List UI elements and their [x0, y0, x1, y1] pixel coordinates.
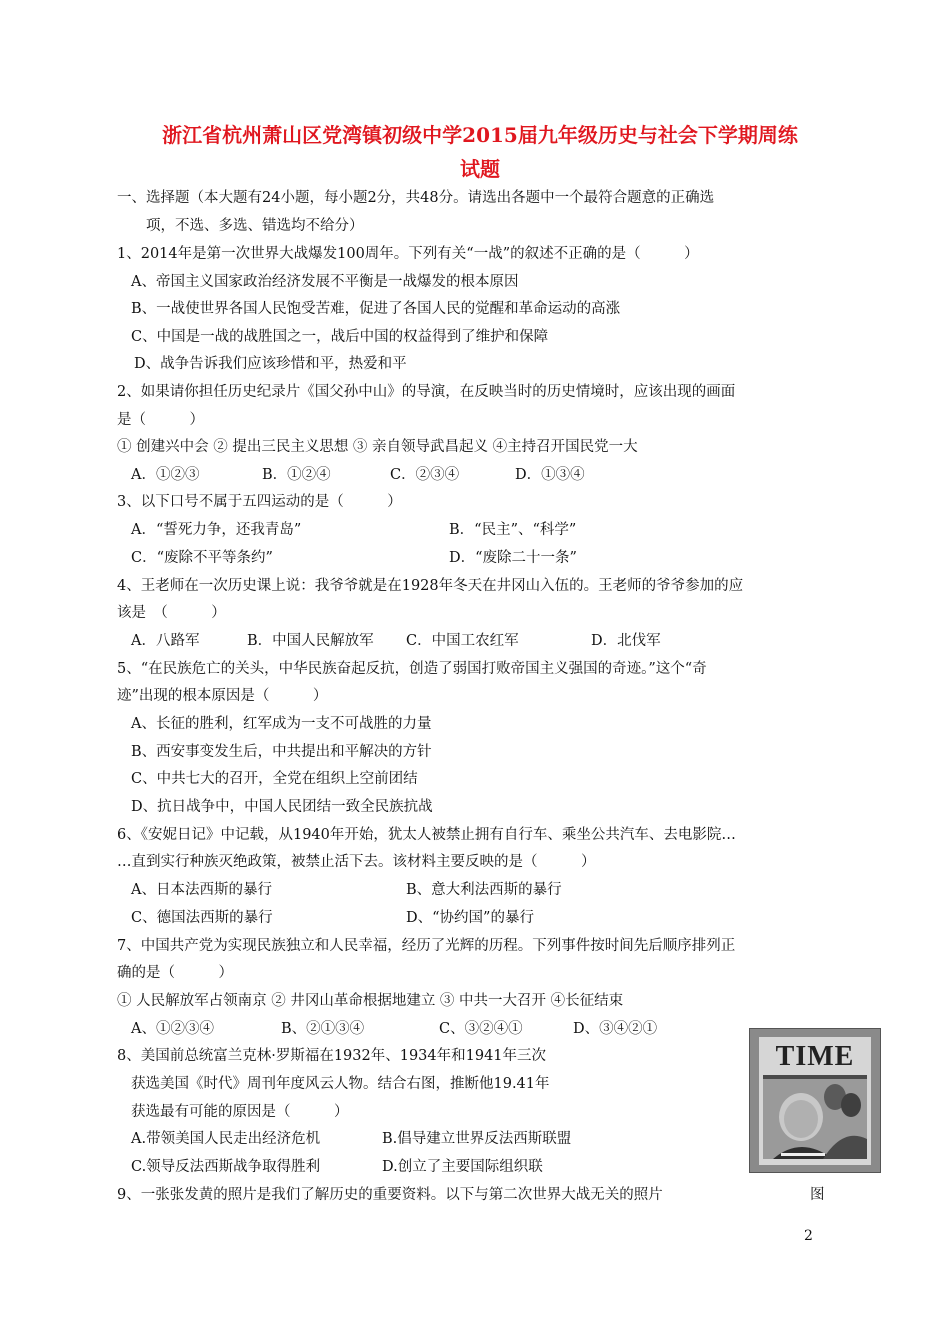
question-5-option-d: D、抗日战争中，中国人民团结一致全民族抗战 [131, 799, 433, 815]
magazine-cover-image [749, 1028, 881, 1173]
question-1-option-c: C、中国是一战的战胜国之一，战后中国的权益得到了维护和保障 [131, 329, 549, 345]
question-2-stem: 2、如果请你担任历史纪录片《国父孙中山》的导演，在反映当时的历史情境时，应该出现的画面 [117, 384, 736, 400]
question-5-option-c: C、中共七大的召开，全党在组织上空前团结 [131, 771, 418, 787]
cover-inner [759, 1037, 871, 1165]
question-2-items: ① 创建兴中会 ② 提出三民主义思想 ③ 亲自领导武昌起义 ④主持召开国民党一大 [117, 439, 638, 455]
question-5-option-b: B、西安事变发生后，中共提出和平解决的方针 [131, 744, 432, 760]
figure-number: 2 [804, 1228, 813, 1244]
title-line-1: 浙江省杭州萧山区党湾镇初级中学2015届九年级历史与社会下学期周练 [162, 123, 798, 147]
question-3-option-c: C．“废除不平等条约” [131, 550, 273, 566]
question-7-items: ① 人民解放军占领南京 ② 井冈山革命根据地建立 ③ 中共一大召开 ④长征结束 [117, 993, 624, 1009]
question-7-option-c: C、③②④① [439, 1021, 523, 1037]
question-7-stem-cont: 确的是（ ） [117, 965, 233, 981]
question-4-option-a: A．八路军 [131, 633, 200, 649]
question-7-stem: 7、中国共产党为实现民族独立和人民幸福，经历了光辉的历程。下列事件按时间先后顺序排列正 [117, 938, 736, 954]
magazine-title: TIME [775, 1041, 855, 1072]
question-3-option-a: A．“誓死力争，还我青岛” [131, 522, 302, 538]
question-6-stem-cont: …直到实行种族灭绝政策，被禁止活下去。该材料主要反映的是（ ） [117, 854, 596, 870]
question-7-option-a: A、①②③④ [131, 1021, 214, 1037]
question-2-option-a: A．①②③ [131, 467, 200, 483]
question-8-stem-cont-2: 获选最有可能的原因是（ ） [131, 1104, 349, 1120]
question-8-stem-cont: 获选美国《时代》周刊年度风云人物。结合右图，推断他19.41年 [131, 1076, 550, 1092]
question-8-option-a: A.带领美国人民走出经济危机 [131, 1131, 321, 1147]
question-3-option-b: B．“民主”、“科学” [449, 522, 577, 538]
question-5-stem-cont: 迹”出现的根本原因是（ ） [117, 688, 328, 704]
question-6-stem: 6、《安妮日记》中记载，从1940年开始，犹太人被禁止拥有自行车、乘坐公共汽车、去电影院… [117, 827, 736, 843]
question-8-option-b: B.倡导建立世界反法西斯联盟 [382, 1131, 572, 1147]
question-6-option-a: A、日本法西斯的暴行 [131, 882, 272, 898]
question-6-option-b: B、意大利法西斯的暴行 [406, 882, 562, 898]
question-4-option-c: C．中国工农红军 [406, 633, 519, 649]
question-1-option-a: A、帝国主义国家政治经济发展不平衡是一战爆发的根本原因 [131, 274, 519, 290]
question-3-option-d: D．“废除二十一条” [449, 550, 577, 566]
question-2-option-c: C．②③④ [390, 467, 460, 483]
title-line-2: 试题 [460, 157, 500, 181]
question-6-option-d: D、“协约国”的暴行 [406, 910, 534, 926]
question-4-option-d: D．北伐军 [591, 633, 661, 649]
question-8-stem: 8、美国前总统富兰克林·罗斯福在1932年、1934年和1941年三次 [117, 1048, 547, 1064]
question-4-stem-cont: 该是 （ ） [117, 605, 226, 621]
portrait-illustration [763, 1075, 867, 1159]
question-1-option-d: D、战争告诉我们应该珍惜和平，热爱和平 [134, 356, 407, 372]
question-4-stem: 4、王老师在一次历史课上说：我爷爷就是在1928年冬天在井冈山入伍的。王老师的爷爷参加的应 [117, 578, 744, 594]
question-7-option-b: B、②①③④ [281, 1021, 365, 1037]
question-4-option-b: B．中国人民解放军 [247, 633, 374, 649]
question-9-stem: 9、一张张发黄的照片是我们了解历史的重要资料。以下与第二次世界大战无关的照片 [117, 1187, 663, 1203]
question-8-option-d: D.创立了主要国际组织联 [382, 1159, 543, 1175]
question-6-option-c: C、德国法西斯的暴行 [131, 910, 273, 926]
question-3-stem: 3、以下口号不属于五四运动的是（ ） [117, 494, 402, 510]
question-1-option-b: B、一战使世界各国人民饱受苦难，促进了各国人民的觉醒和革命运动的高涨 [131, 301, 621, 317]
question-7-option-d: D、③④②① [573, 1021, 658, 1037]
question-2-stem-cont: 是（ ） [117, 412, 204, 428]
question-5-option-a: A、长征的胜利，红军成为一支不可战胜的力量 [131, 716, 432, 732]
question-1-stem: 1、2014年是第一次世界大战爆发100周年。下列有关“一战”的叙述不正确的是（ ） [117, 246, 699, 262]
question-5-stem: 5、“在民族危亡的关头，中华民族奋起反抗，创造了弱国打败帝国主义强国的奇迹。”这个“奇 [117, 661, 707, 677]
section-heading: 一、选择题（本大题有24小题，每小题2分，共48分。请选出各题中一个最符合题意的正确选 [117, 190, 715, 206]
section-heading-cont: 项，不选、多选、错选均不给分） [146, 218, 364, 234]
question-8-option-c: C.领导反法西斯战争取得胜利 [131, 1159, 321, 1175]
question-2-option-d: D．①③④ [515, 467, 585, 483]
figure-caption: 图 [810, 1187, 825, 1203]
question-2-option-b: B．①②④ [262, 467, 331, 483]
